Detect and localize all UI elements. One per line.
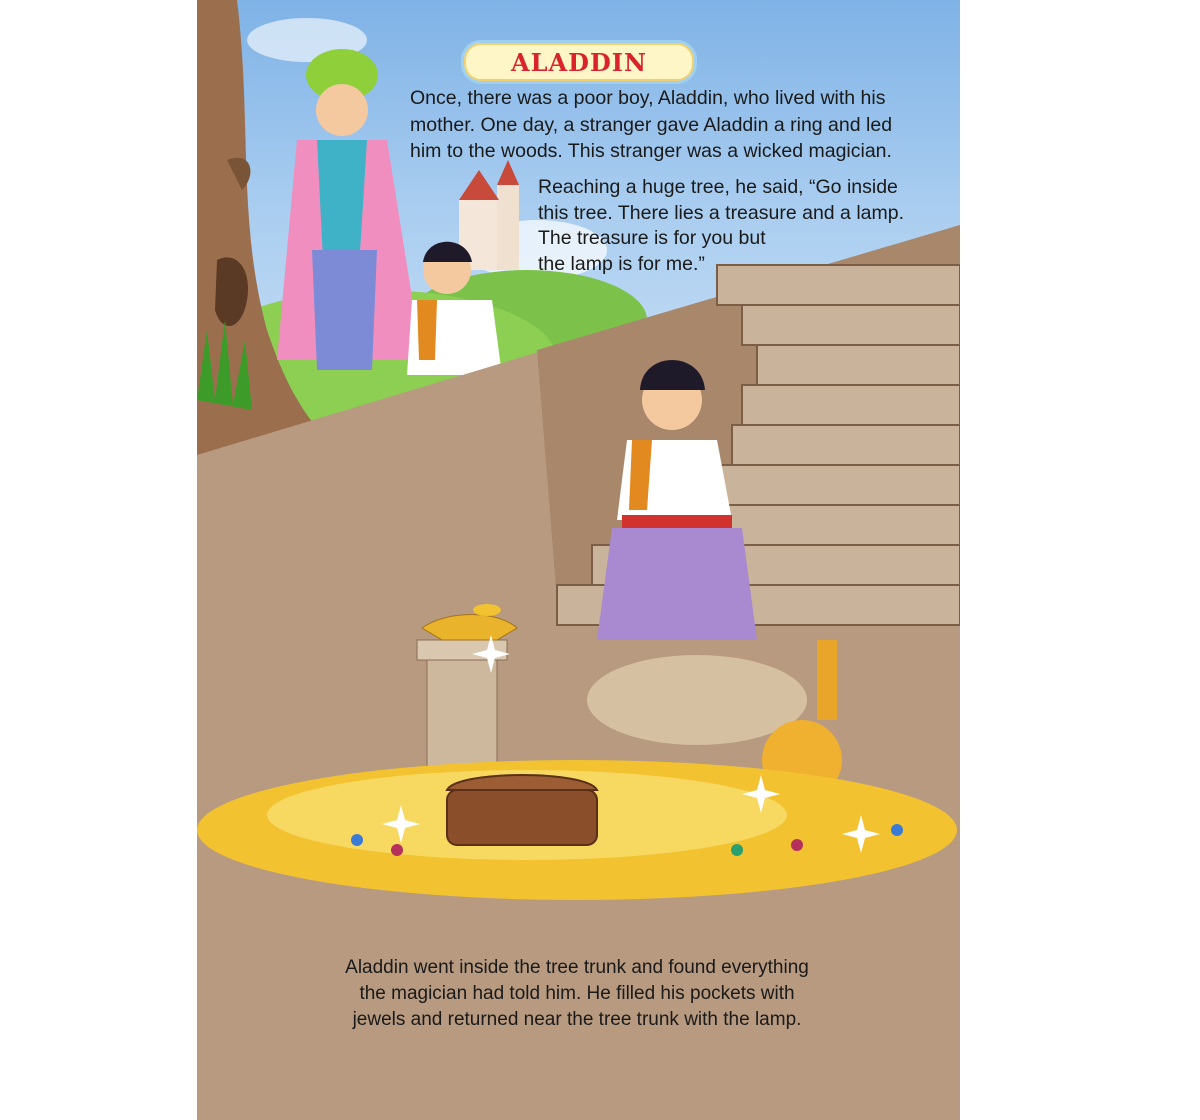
story-title: ALADDIN xyxy=(511,47,647,77)
paragraph-line: him to the woods. This stranger was a wicked magician. xyxy=(410,140,892,162)
paragraph-line: this tree. There lies a treasure and a lamp. xyxy=(538,201,904,224)
paragraph-line: the lamp is for me.” xyxy=(538,252,705,275)
paragraph-line: The treasure is for you but xyxy=(538,227,766,249)
paragraph-line: jewels and returned near the tree trunk with the lamp. xyxy=(352,1009,802,1030)
paragraph-line: Aladdin went inside the tree trunk and found everything xyxy=(345,957,809,978)
paragraph-line: mother. One day, a stranger gave Aladdin a ring and led xyxy=(410,113,893,136)
storybook-page xyxy=(197,0,960,1120)
story-title-badge xyxy=(461,40,697,84)
treasure-pile xyxy=(197,760,957,900)
paragraph-line: Reaching a huge tree, he said, “Go inside xyxy=(538,176,898,198)
paragraph-intro xyxy=(410,85,930,165)
paragraph-line: the magician had told him. He filled his pockets with xyxy=(359,983,795,1004)
story-illustration xyxy=(197,0,960,1120)
paragraph-line: Once, there was a poor boy, Aladdin, who lived with his xyxy=(410,87,886,109)
magician-figure xyxy=(277,49,422,370)
paragraph-magician-speech xyxy=(538,175,938,277)
paragraph-cave xyxy=(277,955,877,1033)
